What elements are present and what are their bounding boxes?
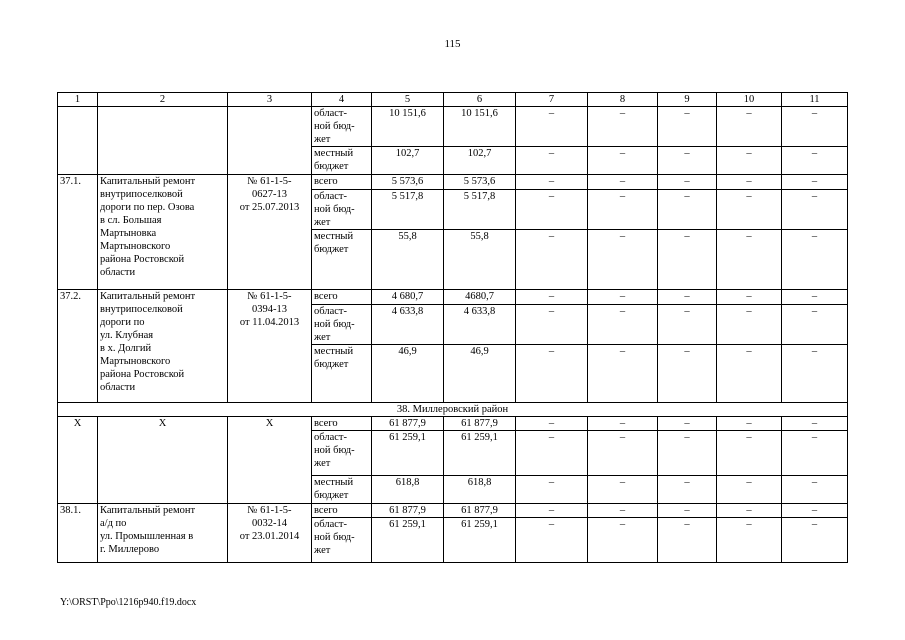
header-cell: 1	[58, 93, 98, 107]
empty-value-cell: –	[658, 305, 717, 345]
header-cell: 9	[658, 93, 717, 107]
empty-value-cell: –	[782, 290, 848, 305]
empty-value-cell: –	[588, 345, 658, 403]
empty-value-cell: –	[782, 417, 848, 431]
item-number-cell: 38.1.	[58, 504, 98, 563]
empty-value-cell: –	[717, 518, 782, 563]
item-number-cell: 37.2.	[58, 290, 98, 403]
empty-value-cell: –	[516, 476, 588, 504]
expertise-doc-cell	[228, 107, 312, 175]
header-cell: 2	[98, 93, 228, 107]
funding-source-cell: област- ной бюд- жет	[312, 305, 372, 345]
amount-cell: 55,8	[444, 230, 516, 290]
amount-cell: 618,8	[444, 476, 516, 504]
header-cell: 3	[228, 93, 312, 107]
empty-value-cell: –	[588, 230, 658, 290]
amount-cell: 55,8	[372, 230, 444, 290]
empty-value-cell: –	[658, 175, 717, 190]
empty-value-cell: –	[782, 305, 848, 345]
header-cell: 11	[782, 93, 848, 107]
empty-value-cell: –	[658, 107, 717, 147]
file-path-footer: Y:\ORST\Ppo\1216p940.f19.docx	[60, 597, 197, 608]
item-number-cell	[58, 107, 98, 175]
funding-source-cell: всего	[312, 417, 372, 431]
funding-source-cell: област- ной бюд- жет	[312, 107, 372, 147]
empty-value-cell: –	[516, 518, 588, 563]
amount-cell: 10 151,6	[372, 107, 444, 147]
expertise-doc-cell: № 61-1-5- 0627-13 от 25.07.2013	[228, 175, 312, 290]
empty-value-cell: –	[782, 190, 848, 230]
table-row	[58, 175, 848, 190]
funding-source-cell: област- ной бюд- жет	[312, 518, 372, 563]
empty-value-cell: –	[717, 147, 782, 175]
funding-source-cell: местный бюджет	[312, 476, 372, 504]
amount-cell: 10 151,6	[444, 107, 516, 147]
expertise-doc-cell: № 61-1-5- 0032-14 от 23.01.2014	[228, 504, 312, 563]
amount-cell: 4 633,8	[372, 305, 444, 345]
empty-value-cell: –	[516, 504, 588, 518]
amount-cell: 4 633,8	[444, 305, 516, 345]
funding-source-cell: всего	[312, 504, 372, 518]
funding-source-cell: всего	[312, 290, 372, 305]
object-name-cell: X	[98, 417, 228, 504]
amount-cell: 618,8	[372, 476, 444, 504]
expertise-doc-cell: № 61-1-5- 0394-13 от 11.04.2013	[228, 290, 312, 403]
funding-source-cell: местный бюджет	[312, 230, 372, 290]
table-row	[58, 504, 848, 518]
empty-value-cell: –	[717, 107, 782, 147]
empty-value-cell: –	[588, 305, 658, 345]
empty-value-cell: –	[516, 290, 588, 305]
funding-source-cell: област- ной бюд- жет	[312, 190, 372, 230]
amount-cell: 4 680,7	[372, 290, 444, 305]
empty-value-cell: –	[588, 504, 658, 518]
empty-value-cell: –	[516, 345, 588, 403]
empty-value-cell: –	[588, 175, 658, 190]
empty-value-cell: –	[658, 504, 717, 518]
empty-value-cell: –	[782, 230, 848, 290]
amount-cell: 5 517,8	[372, 190, 444, 230]
header-cell: 4	[312, 93, 372, 107]
empty-value-cell: –	[516, 175, 588, 190]
amount-cell: 102,7	[372, 147, 444, 175]
empty-value-cell: –	[516, 305, 588, 345]
empty-value-cell: –	[658, 417, 717, 431]
empty-value-cell: –	[588, 147, 658, 175]
empty-value-cell: –	[588, 431, 658, 476]
empty-value-cell: –	[516, 190, 588, 230]
empty-value-cell: –	[658, 290, 717, 305]
empty-value-cell: –	[658, 190, 717, 230]
amount-cell: 61 259,1	[444, 518, 516, 563]
amount-cell: 46,9	[444, 345, 516, 403]
empty-value-cell: –	[516, 417, 588, 431]
empty-value-cell: –	[516, 230, 588, 290]
expertise-doc-cell: X	[228, 417, 312, 504]
empty-value-cell: –	[658, 431, 717, 476]
empty-value-cell: –	[717, 230, 782, 290]
amount-cell: 61 259,1	[372, 431, 444, 476]
amount-cell: 102,7	[444, 147, 516, 175]
empty-value-cell: –	[782, 431, 848, 476]
table-row	[58, 417, 848, 431]
empty-value-cell: –	[717, 417, 782, 431]
object-name-cell: Капитальный ремонт внутрипоселковой дороги по пер. Озова в сл. Большая Мартыновка Мартыновского района Ростовской области	[98, 175, 228, 290]
funding-source-cell: местный бюджет	[312, 345, 372, 403]
section-title: 38. Миллеровский район	[58, 403, 848, 417]
empty-value-cell: –	[588, 190, 658, 230]
empty-value-cell: –	[658, 345, 717, 403]
empty-value-cell: –	[658, 147, 717, 175]
amount-cell: 61 877,9	[444, 417, 516, 431]
empty-value-cell: –	[717, 190, 782, 230]
header-cell: 6	[444, 93, 516, 107]
amount-cell: 5 573,6	[444, 175, 516, 190]
item-number-cell: 37.1.	[58, 175, 98, 290]
table-body	[58, 93, 848, 563]
empty-value-cell: –	[717, 504, 782, 518]
funding-source-cell: всего	[312, 175, 372, 190]
empty-value-cell: –	[717, 305, 782, 345]
amount-cell: 61 259,1	[372, 518, 444, 563]
table-row	[58, 290, 848, 305]
section-row	[58, 403, 848, 417]
object-name-cell	[98, 107, 228, 175]
amount-cell: 61 877,9	[372, 417, 444, 431]
table-header-row	[58, 93, 848, 107]
empty-value-cell: –	[588, 417, 658, 431]
table-row	[58, 107, 848, 147]
funding-source-cell: област- ной бюд- жет	[312, 431, 372, 476]
empty-value-cell: –	[717, 175, 782, 190]
amount-cell: 4680,7	[444, 290, 516, 305]
item-number-cell: X	[58, 417, 98, 504]
amount-cell: 46,9	[372, 345, 444, 403]
header-cell: 10	[717, 93, 782, 107]
amount-cell: 5 573,6	[372, 175, 444, 190]
empty-value-cell: –	[516, 431, 588, 476]
empty-value-cell: –	[516, 147, 588, 175]
empty-value-cell: –	[782, 175, 848, 190]
amount-cell: 61 877,9	[444, 504, 516, 518]
header-cell: 8	[588, 93, 658, 107]
empty-value-cell: –	[782, 518, 848, 563]
object-name-cell: Капитальный ремонт внутрипоселковой дороги по ул. Клубная в х. Долгий Мартыновского района Ростовской области	[98, 290, 228, 403]
empty-value-cell: –	[658, 518, 717, 563]
empty-value-cell: –	[782, 504, 848, 518]
budget-table	[57, 92, 848, 563]
empty-value-cell: –	[588, 476, 658, 504]
empty-value-cell: –	[782, 345, 848, 403]
amount-cell: 5 517,8	[444, 190, 516, 230]
empty-value-cell: –	[717, 290, 782, 305]
amount-cell: 61 877,9	[372, 504, 444, 518]
empty-value-cell: –	[717, 431, 782, 476]
empty-value-cell: –	[588, 290, 658, 305]
empty-value-cell: –	[588, 518, 658, 563]
header-cell: 7	[516, 93, 588, 107]
header-cell: 5	[372, 93, 444, 107]
amount-cell: 61 259,1	[444, 431, 516, 476]
empty-value-cell: –	[717, 476, 782, 504]
empty-value-cell: –	[588, 107, 658, 147]
empty-value-cell: –	[658, 230, 717, 290]
empty-value-cell: –	[658, 476, 717, 504]
empty-value-cell: –	[516, 107, 588, 147]
empty-value-cell: –	[782, 476, 848, 504]
empty-value-cell: –	[782, 107, 848, 147]
empty-value-cell: –	[717, 345, 782, 403]
page-number: 115	[444, 38, 461, 50]
funding-source-cell: местный бюджет	[312, 147, 372, 175]
object-name-cell: Капитальный ремонт а/д по ул. Промышленная в г. Миллерово	[98, 504, 228, 563]
empty-value-cell: –	[782, 147, 848, 175]
